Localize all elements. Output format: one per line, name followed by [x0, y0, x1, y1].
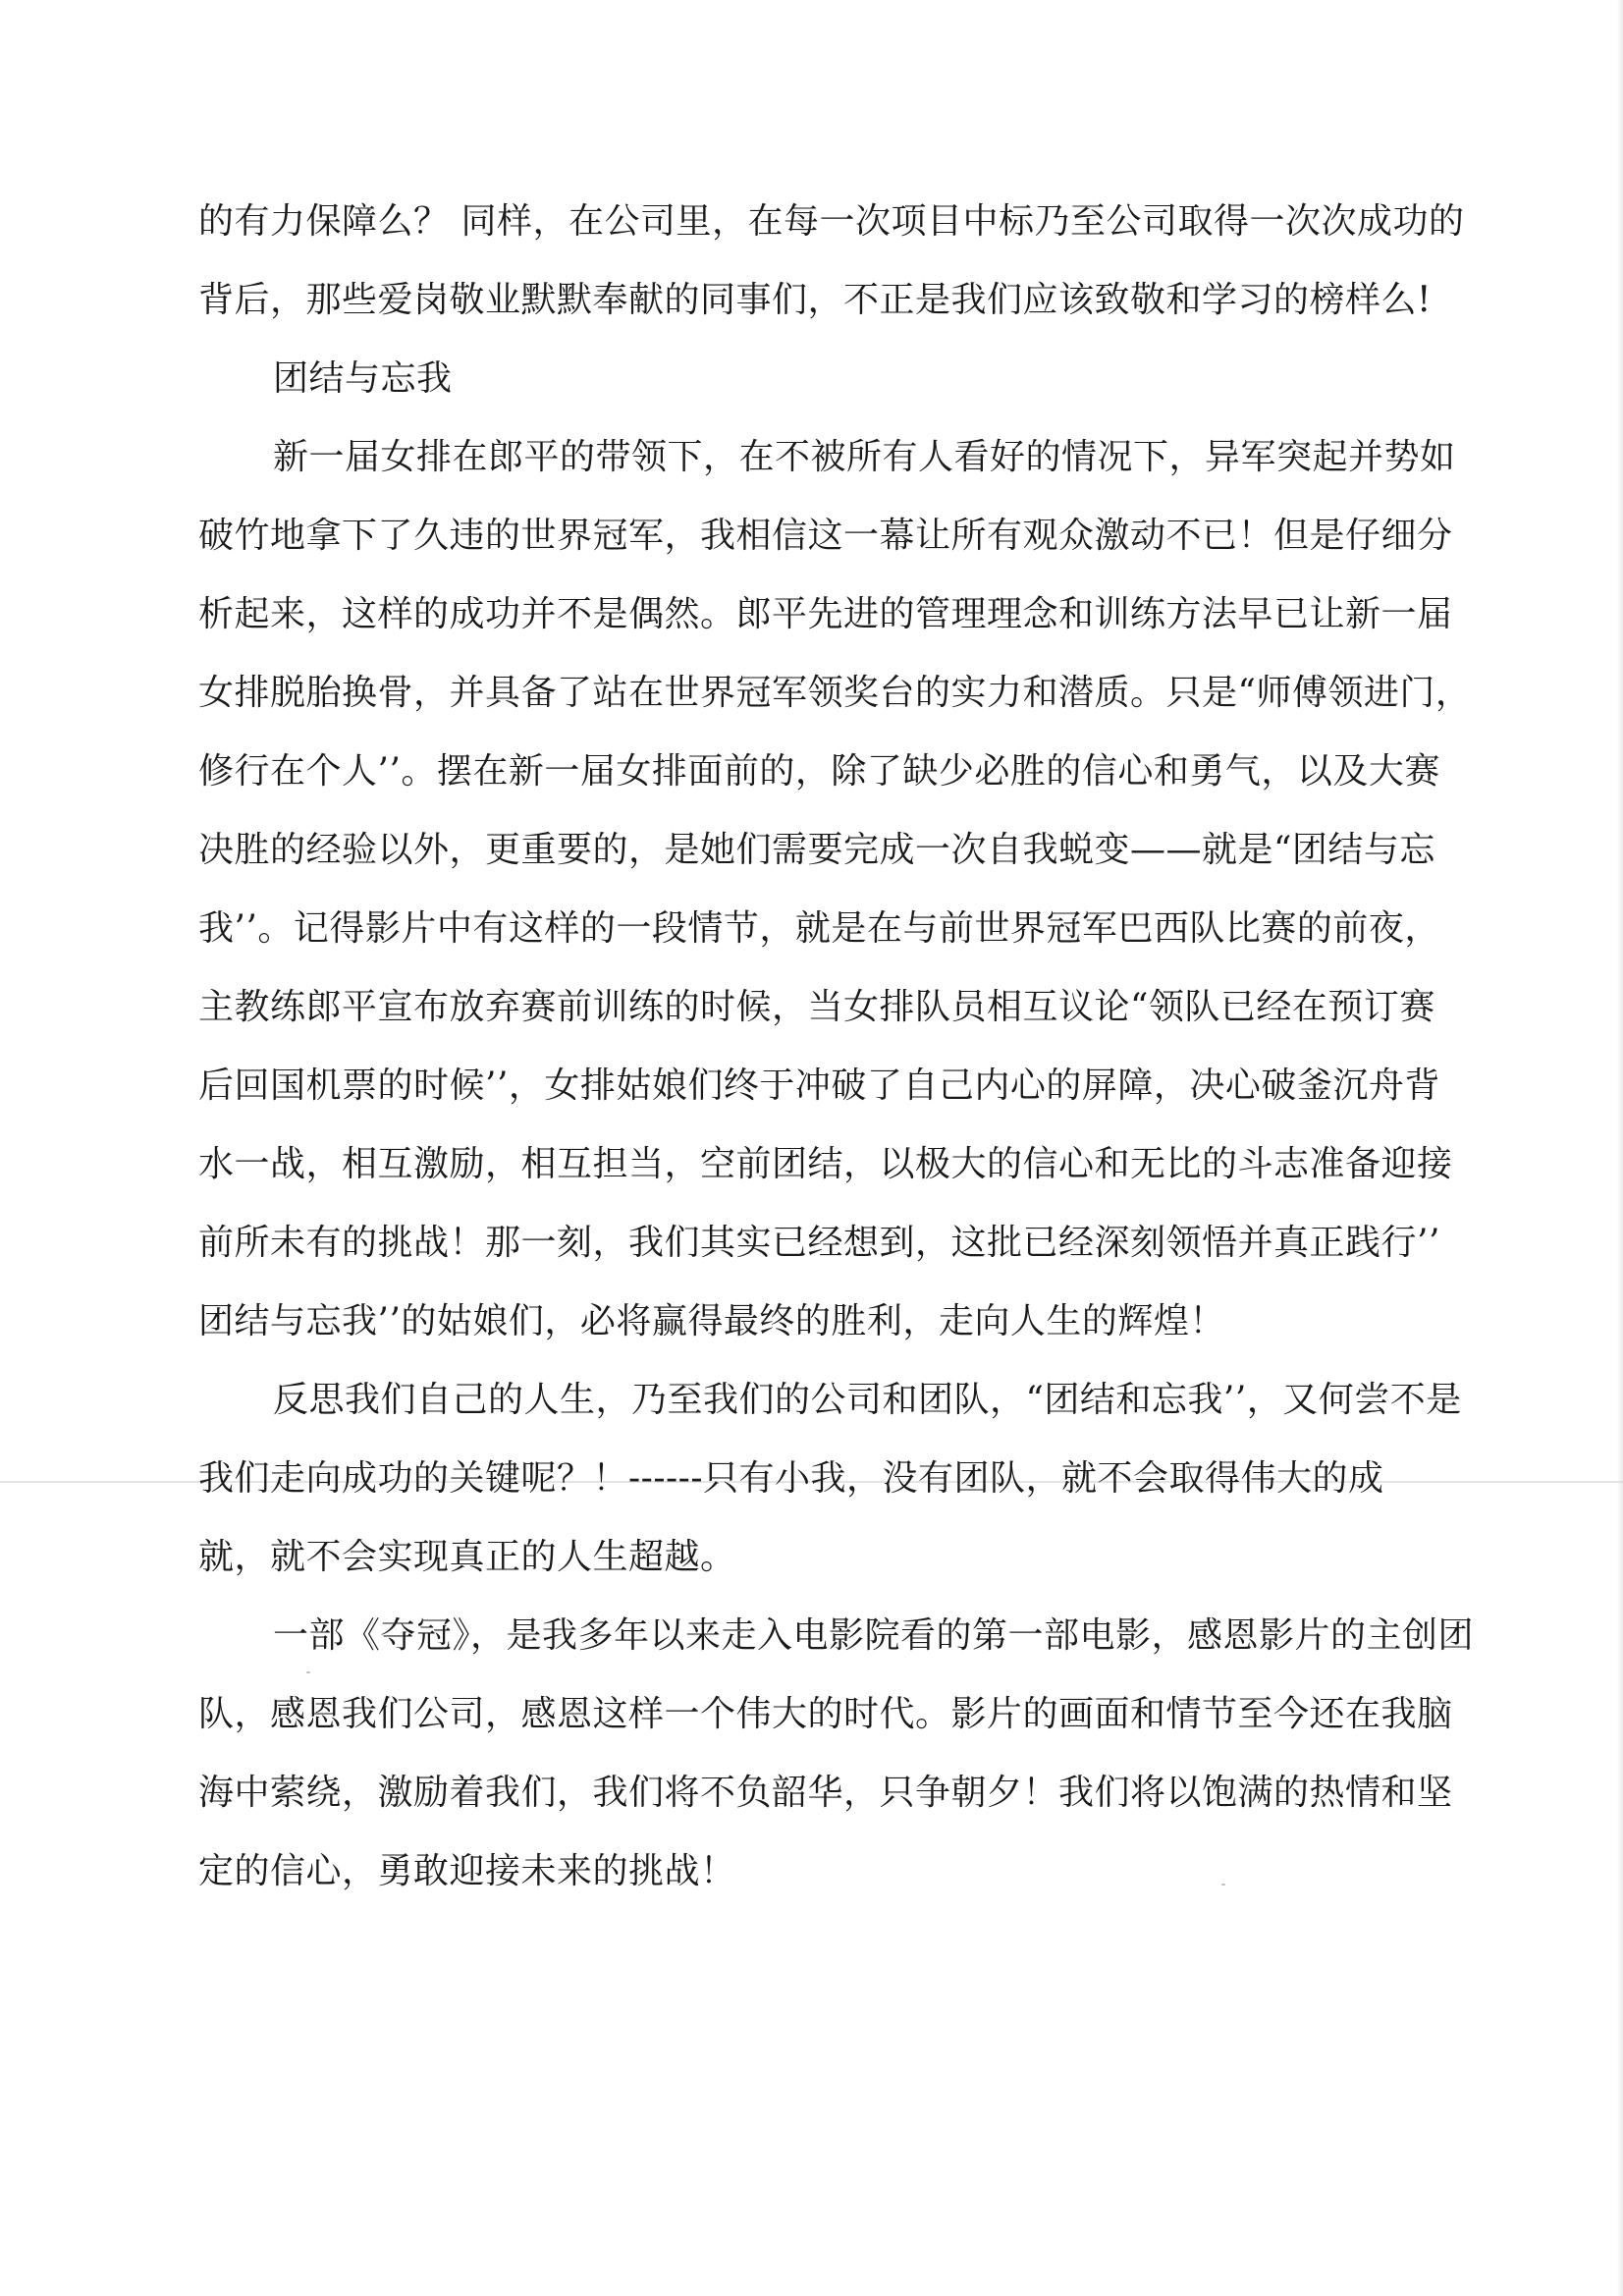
body-line: 队，感恩我们公司，感恩这样一个伟大的时代。影片的画面和情节至今还在我脑 [198, 1694, 1453, 1734]
body-line: 女排脱胎换骨，并具备了站在世界冠军领奖台的实力和潜质。只是“师傅领进门， [198, 673, 1472, 713]
body-line: 我’’。记得影片中有这样的一段情节，就是在与前世界冠军巴西队比赛的前夜， [198, 908, 1440, 949]
body-line: 前所未有的挑战！那一刻，我们其实已经想到，这批已经深刻领悟并真正践行’’ [198, 1223, 1440, 1263]
section-heading: 团结与忘我 [273, 358, 453, 399]
body-line: 后回国机票的时候’’，女排姑娘们终于冲破了自己内心的屏障，决心破釜沉舟背 [198, 1066, 1440, 1106]
body-line: 主教练郎平宣布放弃赛前训练的时候，当女排队员相互议论“领队已经在预订赛 [198, 987, 1435, 1027]
body-line: 我们走向成功的关键呢？！------只有小我，没有团队，就不会取得伟大的成 [198, 1458, 1384, 1499]
body-line: 海中萦绕，激励着我们，我们将不负韶华，只争朝夕！我们将以饱满的热情和坚 [198, 1773, 1453, 1813]
paragraph-first-line: 反思我们自己的人生，乃至我们的公司和团队，“团结和忘我’’，又何尝不是 [273, 1380, 1462, 1420]
paragraph-first-line: 一部《夺冠》，是我多年以来走入电影院看的第一部电影，感恩影片的主创团 [273, 1615, 1475, 1656]
body-line: 背后，那些爱岗敬业默默奉献的同事们，不正是我们应该致敬和学习的榜样么! [198, 280, 1432, 320]
body-line: 修行在个人’’。摆在新一届女排面前的，除了缺少必胜的信心和勇气，以及大赛 [198, 751, 1440, 792]
body-line: 团结与忘我’’的姑娘们，必将赢得最终的胜利，走向人生的辉煌！ [198, 1301, 1225, 1341]
scan-speck [1221, 1884, 1225, 1886]
body-line: 析起来，这样的成功并不是偶然。郎平先进的管理理念和训练方法早已让新一届 [198, 594, 1453, 634]
body-line: 就，就不会实现真正的人生超越。 [198, 1537, 736, 1577]
body-line: 的有力保障么？ 同样，在公司里，在每一次项目中标乃至公司取得一次次成功的 [198, 201, 1465, 242]
body-line: 破竹地拿下了久违的世界冠军，我相信这一幕让所有观众激动不已！但是仔细分 [198, 516, 1453, 556]
paragraph-first-line: 新一届女排在郎平的带领下，在不被所有人看好的情况下，异军突起并势如 [273, 437, 1456, 477]
body-line: 水一战，相互激励，相互担当，空前团结，以极大的信心和无比的斗志准备迎接 [198, 1144, 1453, 1184]
body-line: 决胜的经验以外，更重要的，是她们需要完成一次自我蜕变——就是“团结与忘 [198, 830, 1435, 870]
body-line: 定的信心，勇敢迎接未来的挑战！ [198, 1851, 736, 1891]
scan-edge-shadow [1617, 0, 1623, 2296]
